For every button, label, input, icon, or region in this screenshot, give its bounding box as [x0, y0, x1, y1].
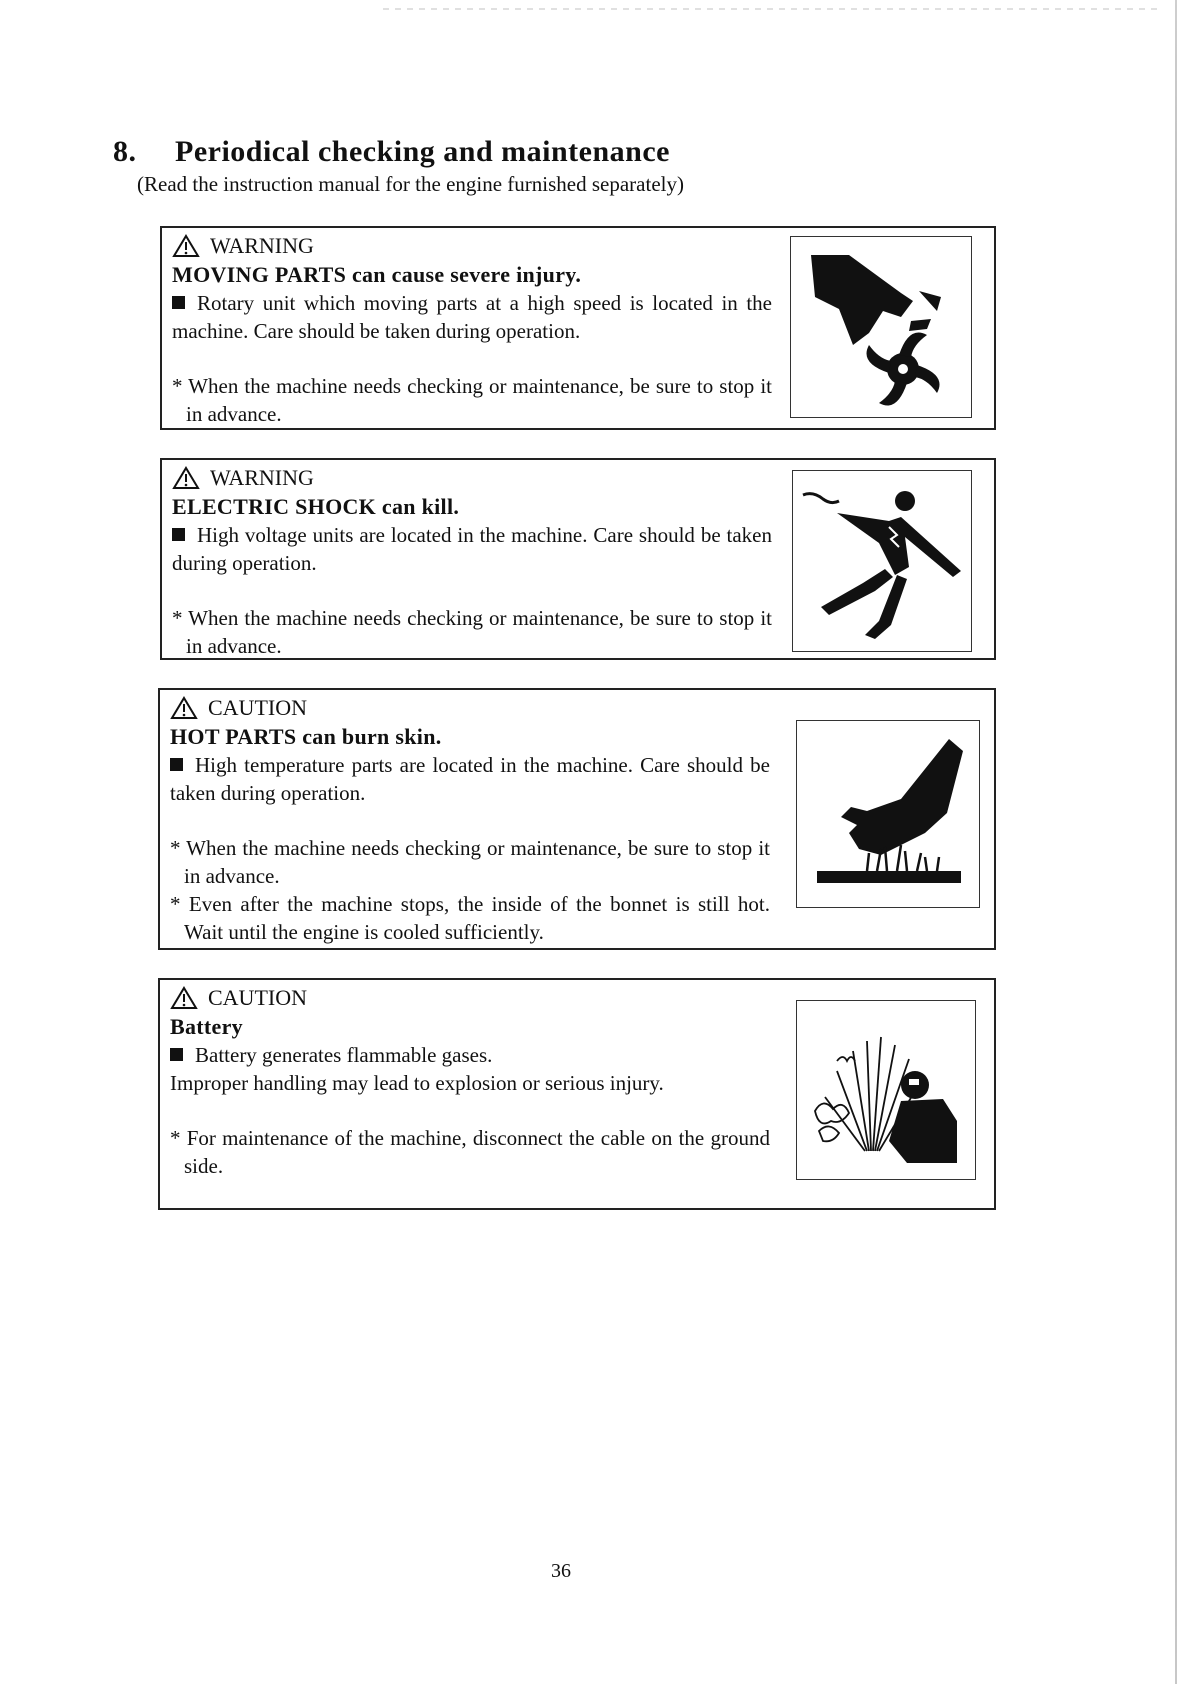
panel-note: * When the machine needs checking or maintenance, be sure to stop it in advance. — [172, 374, 772, 426]
panel-level: CAUTION — [208, 985, 307, 1010]
panel-body-continued: Improper handling may lead to explosion or serious injury. — [170, 1071, 664, 1095]
panel-header — [170, 694, 770, 722]
battery-explosion-icon — [796, 1000, 976, 1180]
electric-shock-icon — [792, 470, 972, 652]
bullet-square-icon — [170, 758, 183, 771]
panel-headline: Battery — [170, 1014, 243, 1039]
panel-header — [172, 464, 772, 492]
section-subtitle: (Read the instruction manual for the engine furnished separately) — [137, 172, 684, 196]
caution-panel-hot-parts — [158, 688, 996, 950]
panel-note: * Even after the machine stops, the inside of the bonnet is still hot. Wait until the engine is cooled sufficiently. — [170, 892, 770, 944]
panel-note: * When the machine needs checking or maintenance, be sure to stop it in advance. — [172, 606, 772, 658]
section-title: Periodical checking and maintenance — [175, 135, 670, 168]
panel-body: High temperature parts are located in the machine. Care should be taken during operation. — [170, 753, 770, 805]
caution-triangle-icon — [170, 696, 198, 720]
warning-panel-moving-parts — [160, 226, 996, 430]
page-number: 36 — [551, 1560, 571, 1582]
bullet-square-icon — [172, 528, 185, 541]
warning-triangle-icon — [172, 466, 200, 490]
hot-surface-icon — [796, 720, 980, 908]
scan-edge — [1175, 0, 1177, 1684]
panel-body: Battery generates flammable gases. — [195, 1043, 493, 1067]
panel-headline: ELECTRIC SHOCK can kill. — [172, 494, 460, 519]
panel-note: * When the machine needs checking or maintenance, be sure to stop it in advance. — [170, 836, 770, 888]
panel-header — [170, 984, 770, 1012]
panel-level: CAUTION — [208, 695, 307, 720]
panel-level: WARNING — [210, 465, 314, 490]
panel-note: * For maintenance of the machine, disconnect the cable on the ground side. — [170, 1126, 770, 1178]
bullet-square-icon — [172, 296, 185, 309]
scan-dots — [380, 8, 1160, 10]
caution-panel-battery — [158, 978, 996, 1210]
panel-body: High voltage units are located in the machine. Care should be taken during operation. — [172, 523, 772, 575]
caution-triangle-icon — [170, 986, 198, 1010]
panel-body: Rotary unit which moving parts at a high speed is located in the machine. Care should be taken during operation. — [172, 291, 772, 343]
moving-parts-hand-icon — [790, 236, 972, 418]
section-number: 8. — [113, 135, 137, 168]
panel-level: WARNING — [210, 233, 314, 258]
bullet-square-icon — [170, 1048, 183, 1061]
panel-headline: HOT PARTS can burn skin. — [170, 724, 442, 749]
panel-headline: MOVING PARTS can cause severe injury. — [172, 262, 582, 287]
warning-triangle-icon — [172, 234, 200, 258]
panel-header — [172, 232, 772, 260]
warning-panel-electric-shock — [160, 458, 996, 660]
